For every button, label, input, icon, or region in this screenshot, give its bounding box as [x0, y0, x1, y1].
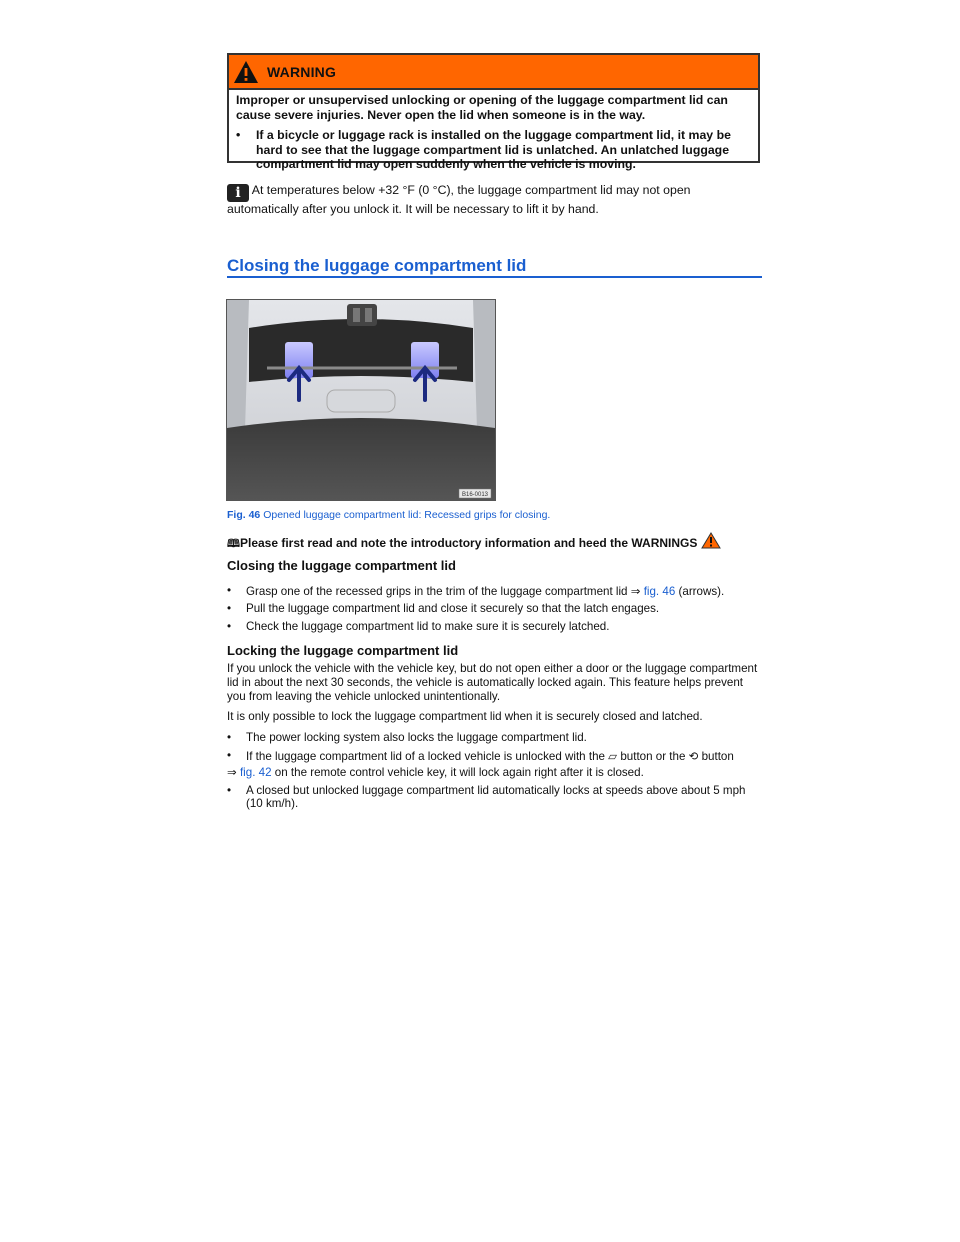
list-item: [227, 749, 762, 763]
closing-heading: Closing the luggage compartment lid: [227, 558, 456, 573]
warning-box: [227, 53, 760, 172]
locking-heading: Locking the luggage compartment lid: [227, 643, 459, 658]
locking-paragraph: It is only possible to lock the luggage compartment lid when it is securely closed and latched.: [227, 710, 703, 723]
figure-image: [226, 299, 496, 501]
list-item: [227, 602, 762, 615]
warning-body: [229, 90, 758, 175]
warning-triangle-icon: [701, 532, 721, 549]
section-title: Closing the luggage compartment lid: [227, 256, 527, 275]
bullet-icon: •: [227, 749, 232, 762]
note-text: At temperatures below +32 °F (0 °C), the luggage compartment lid may not open automatically after you unlock it. It will be necessary to lift it by hand.: [227, 183, 691, 216]
warning-bullet: [236, 128, 751, 172]
luggage-lid-illustration: [227, 300, 495, 500]
figure-caption: [227, 509, 550, 521]
warning-bullet-text: If a bicycle or luggage rack is installed on the luggage compartment lid, it may be hard to see that the luggage compartment lid is unlatched. An unlatched luggage compartment lid may open suddenly when the vehicle is moving.: [256, 128, 731, 172]
list-item-text: Grasp one of the recessed grips in the trim of the luggage compartment lid ⇒: [246, 585, 641, 598]
book-icon: 🕮: [227, 538, 240, 550]
list-item-tail: on the remote control vehicle key, it will lock again right after it is closed.: [274, 766, 644, 779]
note: [227, 183, 757, 217]
bullet-icon: •: [236, 128, 241, 143]
figure-caption-text: Opened luggage compartment lid: Recessed grips for closing.: [263, 509, 551, 521]
locking-paragraph: If you unlock the vehicle with the vehicle key, but do not open either a door or the luggage compartment lid in about the next 30 seconds, the vehicle is automatically locked again. This feature helps prevent you from leaving the vehicle unlocked unintentionally.: [227, 662, 758, 704]
warning-header: [229, 55, 758, 90]
list-item: [227, 620, 762, 633]
figure-number: Fig. 46: [227, 509, 261, 521]
fig-46-link[interactable]: fig. 46: [643, 585, 676, 598]
bullet-icon: •: [227, 620, 232, 633]
info-note-icon: i: [227, 184, 249, 202]
figure-code: B16-0013: [461, 492, 489, 498]
list-item: [227, 584, 762, 598]
list-item-text: Pull the luggage compartment lid and close it securely so that the latch engages.: [246, 602, 660, 615]
arrow-symbol: ⇒: [227, 766, 237, 779]
list-item-text: If the luggage compartment lid of a locked vehicle is unlocked with the ⏥ button or the ⟲ button: [246, 750, 734, 763]
list-item-text: Check the luggage compartment lid to make sure it is securely latched.: [246, 620, 610, 633]
warning-paragraph: Improper or unsupervised unlocking or opening of the luggage compartment lid can cause severe injuries. Never open the lid when someone is in the way.: [236, 93, 728, 122]
fig-42-link[interactable]: fig. 42: [239, 766, 272, 779]
list-item-tail: (arrows).: [678, 585, 725, 598]
bullet-icon: •: [227, 784, 232, 797]
section-divider: [227, 276, 762, 278]
bullet-icon: •: [227, 731, 232, 744]
read-first-text: Please first read and note the introductory information and heed the WARNINGS: [239, 536, 698, 550]
bullet-icon: •: [227, 602, 232, 615]
list-item-text: A closed but unlocked luggage compartment lid automatically locks at speeds above about 5 mph (10 km/h).: [246, 784, 746, 810]
list-item-text: The power locking system also locks the luggage compartment lid.: [246, 731, 587, 744]
list-item: [227, 784, 762, 810]
warning-triangle-icon: [233, 60, 259, 84]
bullet-icon: •: [227, 584, 232, 597]
warning-title: WARNING: [267, 63, 337, 80]
list-item: [227, 731, 762, 744]
read-first-note: [227, 532, 721, 554]
list-item-continuation: [227, 766, 762, 780]
